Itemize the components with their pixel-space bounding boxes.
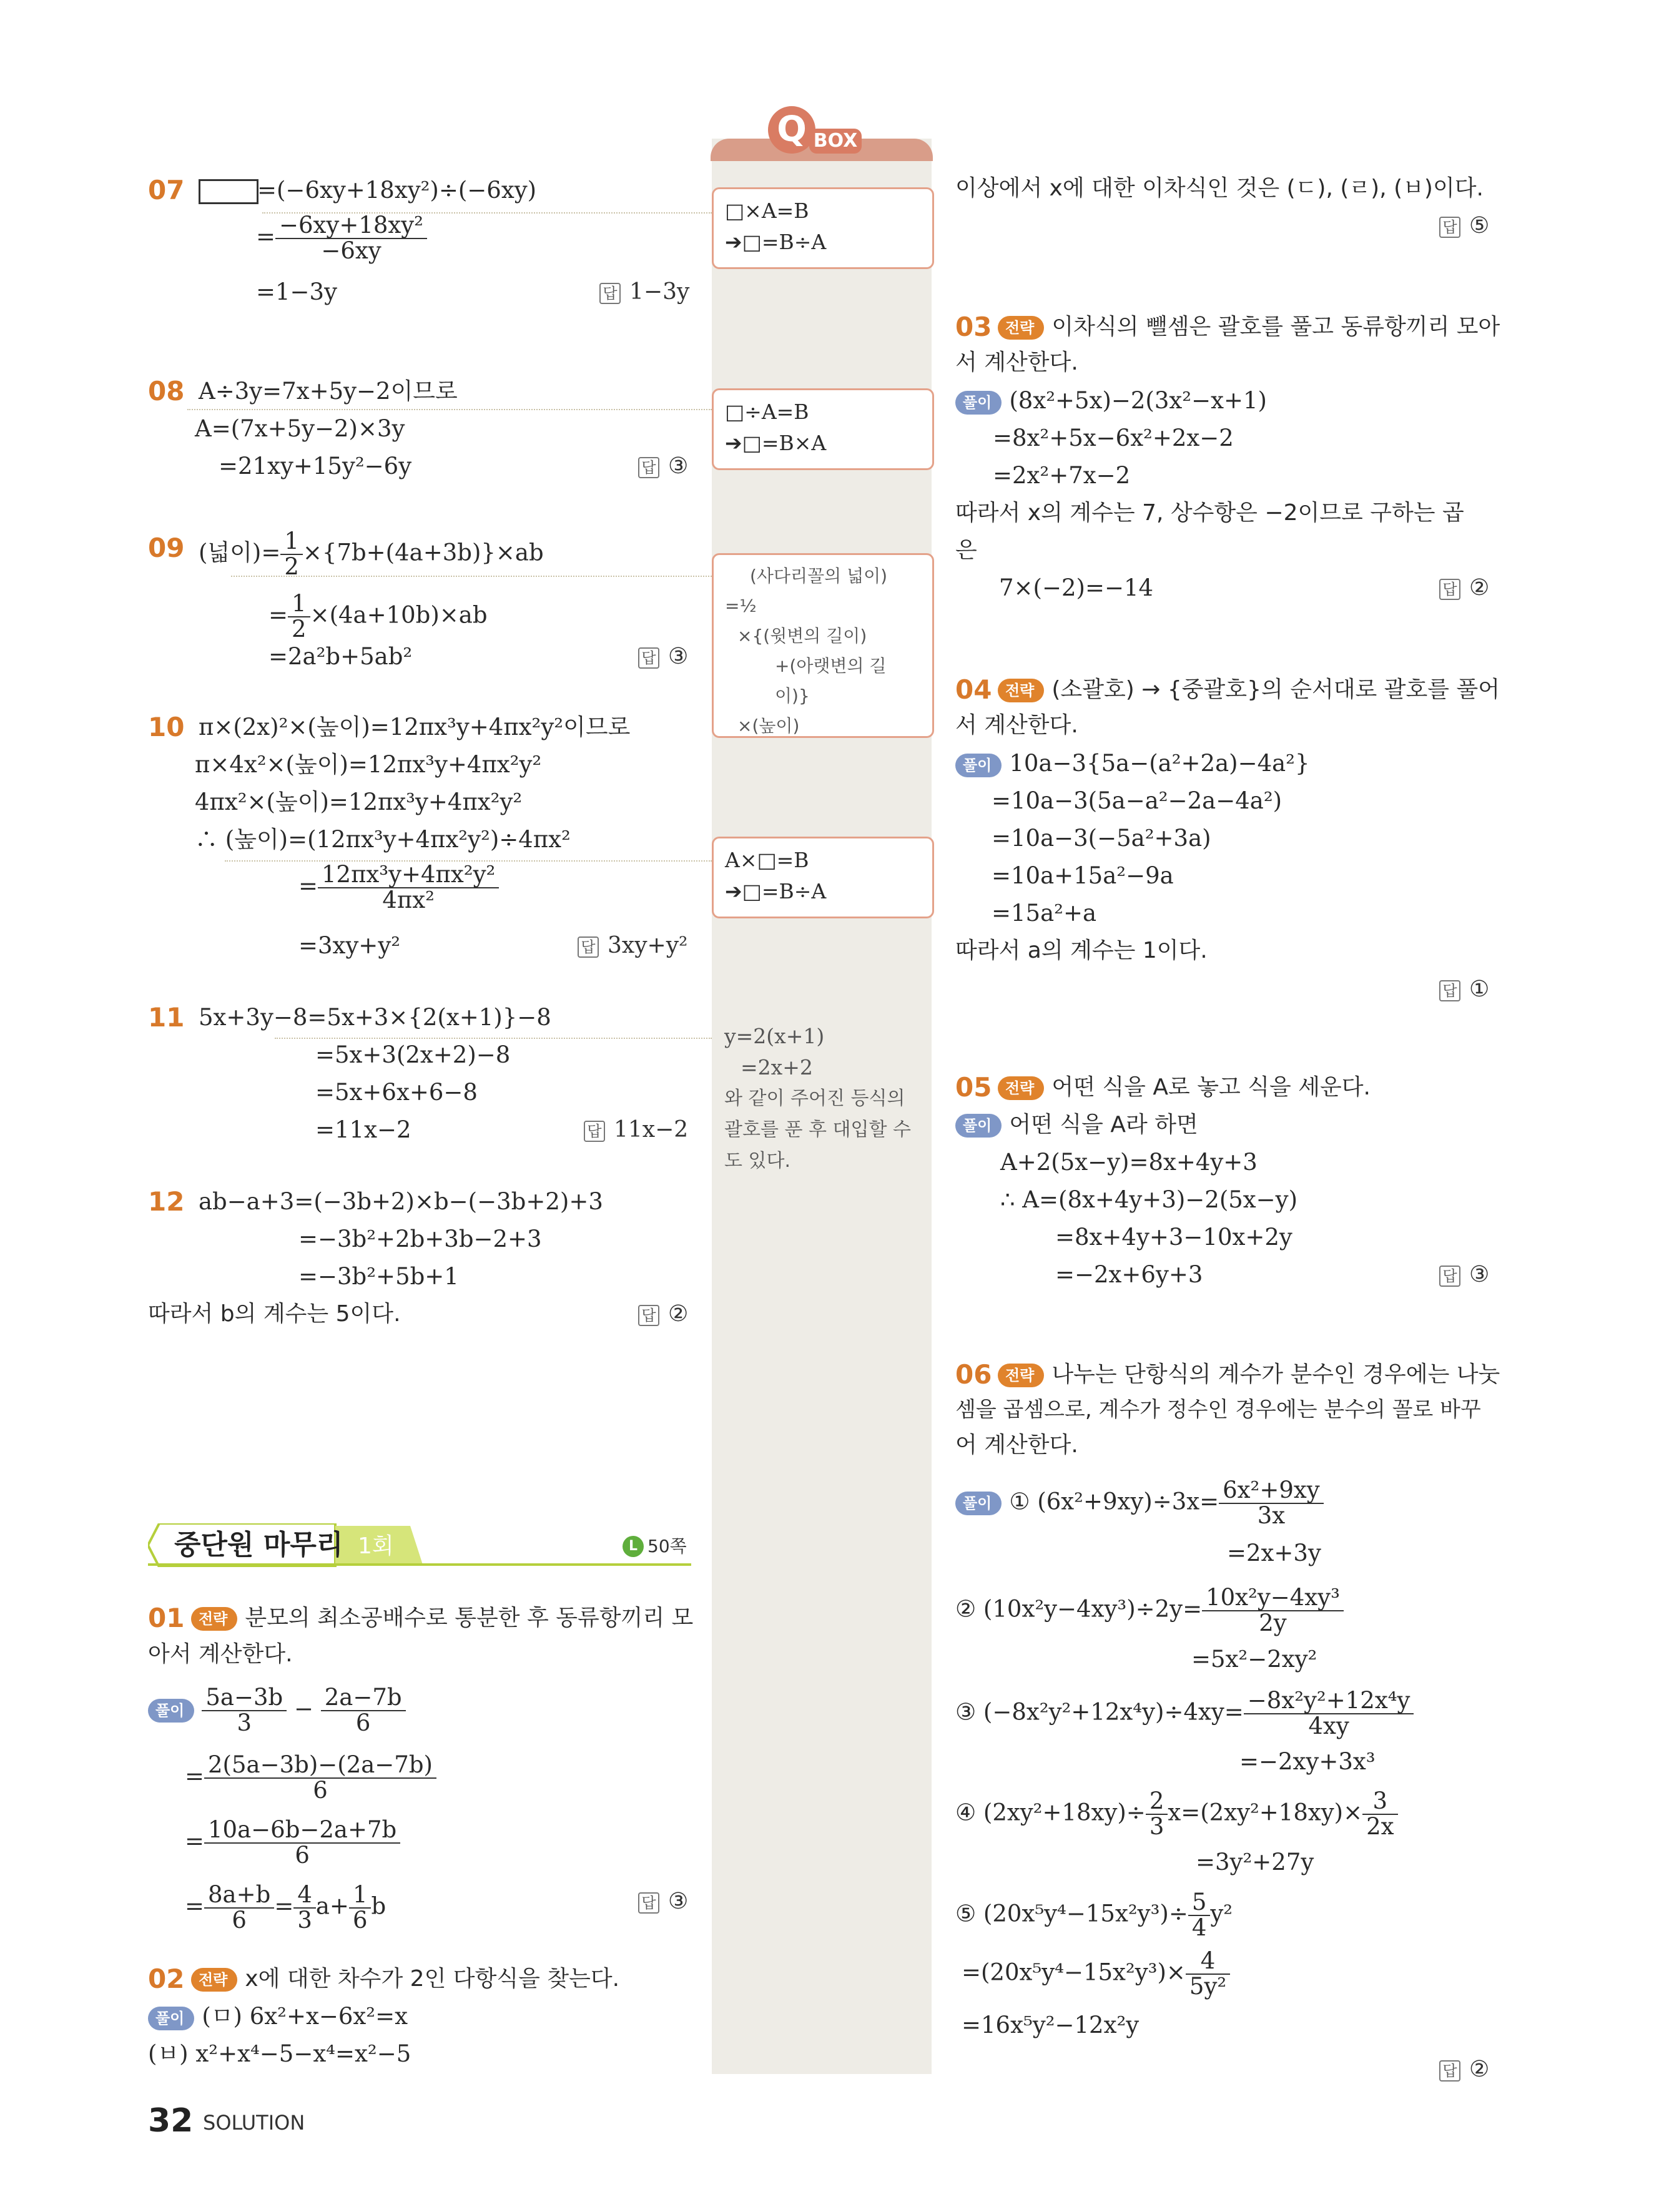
p10-line-3: 4πx²×(높이)=12πx³y+4πx²y²: [195, 789, 523, 815]
qbox-note-5-line-2: =2x+2: [741, 1055, 813, 1079]
qbox-note-5-line-5: 도 있다.: [724, 1150, 791, 1172]
p08-answer-value: ③: [668, 453, 689, 479]
qbox-tip-1-line-2: ➔□=B÷A: [725, 230, 827, 254]
r05-line-3: ∴ A=(8x+4y+3)−2(5x−y): [1000, 1186, 1298, 1213]
qbox-tip-3-line-2: =½: [725, 596, 757, 616]
qbox-tip-2: [712, 388, 934, 470]
strategy-tag: 전략: [191, 1968, 237, 1992]
s01-f3-bottom: 6: [313, 1776, 328, 1804]
r06-c5-g-top: 4: [1186, 1949, 1230, 1975]
p09-line-1: [199, 529, 544, 579]
r06-strategy: [998, 1356, 1500, 1394]
s01-f4-top: 10a−6b−2a+7b: [204, 1818, 400, 1844]
p09-answer-value: ③: [668, 644, 689, 669]
p07-line-3: =1−3y: [256, 278, 337, 305]
answer-icon: 답: [1439, 980, 1460, 1001]
r02-answer-value: ⑤: [1469, 213, 1490, 238]
qbox-tip-2-line-2: ➔□=B×A: [725, 431, 827, 455]
s01-answer: [638, 1883, 688, 1920]
r06-case-5-line-2: [962, 1949, 1230, 1999]
p10-line-4: ∴ (높이)=(12πx³y+4πx²y²)÷4πx²: [195, 826, 571, 853]
s02-line-1-text: (ㅁ) 6x²+x−6x²=x: [202, 2003, 408, 2030]
r03-strategy-text: 이차식의 뺄셈은 괄호를 풀고 동류항끼리 모아: [1051, 314, 1500, 340]
qbox-tip-4-line-1: A×□=B: [725, 848, 809, 872]
r04-line-3: =10a−3(−5a²+3a): [992, 825, 1211, 852]
r04-line-1: [955, 745, 1310, 782]
answer-icon: 답: [599, 283, 621, 304]
section-round: 1회: [358, 1533, 394, 1559]
r05-answer-value: ③: [1469, 1262, 1490, 1287]
r06-c4-g-bottom: 2x: [1366, 1812, 1394, 1840]
r03-answer: [1439, 569, 1489, 607]
s01-f2-bottom: 6: [355, 1709, 371, 1736]
qbox-tip-4: [712, 837, 934, 918]
problem-09-number: 09: [148, 533, 185, 563]
r06-c1-left: ① (6x²+9xy)÷3x=: [1009, 1488, 1219, 1515]
page-number: 32: [148, 2102, 194, 2140]
strategy-tag: 전략: [998, 1364, 1044, 1387]
s01-line-4: = $\frac{8a+b}{6}$ = $\frac{4}{3}$ a+ $\frac{1}{6}$ b: [185, 1881, 386, 1934]
qbox-tip-3-line-5: ×(높이): [737, 715, 800, 736]
r04-line-5: =15a²+a: [992, 900, 1097, 927]
r03-strategy: [998, 308, 1500, 346]
r06-case-1: [955, 1478, 1324, 1528]
r05-line-2: A+2(5x−y)=8x+4y+3: [1000, 1149, 1258, 1176]
r04-line-4: =10a+15a²−9a: [992, 862, 1174, 889]
p11-answer: [584, 1111, 688, 1149]
p08-line-1: A÷3y=7x+5y−2이므로: [199, 378, 458, 405]
r06-case-5: [955, 1890, 1233, 1940]
r04-strategy-2: 서 계산한다.: [955, 712, 1078, 738]
qbox-tip-3: [712, 553, 934, 738]
qbox-note-5-line-3: 와 같이 주어진 등식의: [724, 1088, 905, 1109]
r04-line-2: =10a−3(5a−a²−2a−4a²): [992, 787, 1282, 814]
r06-c2-bottom: 2y: [1259, 1609, 1287, 1636]
answer-icon: 답: [638, 1305, 659, 1326]
r05-strategy-text: 어떤 식을 A로 놓고 식을 세운다.: [1051, 1074, 1371, 1100]
p09-area-label: (넓이)=: [199, 539, 281, 566]
p08-line-3: =21xy+15y²−6y: [219, 453, 412, 479]
s01-strategy-text: 분모의 최소공배수로 통분한 후 동류항끼리 모: [245, 1605, 694, 1631]
strategy-tag: 전략: [998, 1076, 1044, 1100]
r03-line-6: 7×(−2)=−14: [999, 574, 1154, 601]
s01-f7-bottom: 6: [352, 1906, 368, 1934]
p12-line-4: 따라서 b의 계수는 5이다.: [148, 1301, 401, 1327]
s01-line-3: = $\frac{10a-6b-2a+7b}{6}$: [185, 1818, 400, 1868]
solution-tag: 풀이: [955, 1492, 1002, 1515]
p08-answer: [638, 448, 688, 485]
problem-10-number: 10: [148, 712, 185, 742]
r06-c4-f-top: 2: [1146, 1789, 1168, 1815]
p09-line-3: =2a²b+5ab²: [268, 643, 413, 670]
page-ref: 50쪽: [647, 1536, 687, 1556]
answer-icon: 답: [584, 1121, 605, 1142]
r04-line-6: 따라서 a의 계수는 1이다.: [955, 938, 1208, 963]
qbox-q-letter: Q: [768, 106, 815, 154]
p10-frac-bottom: 4πx²: [382, 886, 435, 913]
answer-icon: 답: [638, 457, 659, 478]
r03-line-5: 은: [955, 538, 977, 563]
qbox-tip-1-line-1: □×A=B: [725, 199, 809, 223]
right-problem-04-number: 04: [955, 674, 992, 705]
p07-frac-bottom: −6xy: [321, 237, 382, 264]
p11-line-1: 5x+3y−8=5x+3×{2(x+1)}−8: [199, 1004, 551, 1031]
r05-strategy: [998, 1069, 1371, 1106]
answer-icon: 답: [578, 936, 599, 958]
p10-line-2: π×4x²×(높이)=12πx³y+4πx²y²: [195, 751, 542, 778]
right-problem-06-number: 06: [955, 1359, 992, 1390]
p10-line-5: = $\frac{\text{12πx³y+4πx²y²}}{\text{4πx²}}$: [298, 863, 499, 913]
r03-line-3: =2x²+7x−2: [993, 462, 1131, 489]
r06-c3-left: ③ (−8x²y²+12x⁴y)÷4xy=: [955, 1698, 1244, 1726]
r06-c2-left: ② (10x²y−4xy³)÷2y=: [955, 1595, 1203, 1623]
r06-c5-f-bottom: 4: [1191, 1914, 1207, 1941]
p10-answer: [578, 927, 687, 965]
footer-label: SOLUTION: [203, 2111, 305, 2135]
p09-half-2: $\frac{1}{2}$: [288, 592, 310, 642]
qbox-box-label: BOX: [809, 129, 862, 154]
blank-box: [199, 179, 258, 204]
r06-case-4: [955, 1789, 1398, 1839]
r05-line-4: =8x+4y+3−10x+2y: [1055, 1224, 1292, 1251]
answer-icon: 답: [638, 647, 659, 669]
r06-case-1-result: =2x+3y: [1227, 1540, 1321, 1566]
s01-f7-top: 1: [349, 1883, 372, 1909]
r06-case-3-result: =−2xy+3x³: [1239, 1748, 1376, 1775]
solution-tag: 풀이: [148, 2007, 194, 2030]
p09-half-1: $\frac{1}{2}$: [280, 529, 303, 579]
problem-08-number: 08: [148, 376, 185, 406]
s01-line-1: 풀이 $\frac{5a-3b}{3}$ − $\frac{2a-7b}{6}$: [148, 1686, 406, 1736]
p10-frac-top: 12πx³y+4πx²y²: [318, 863, 499, 888]
section-header: [148, 1523, 691, 1567]
qbox-tip-3-line-3: ×{(윗변의 길이): [737, 626, 867, 646]
s01-f1-bottom: 3: [237, 1709, 252, 1736]
s02-line-1: [148, 1998, 408, 2035]
s01-line-2: = $\frac{2(5a-3b)-(2a-7b)}{6}$: [185, 1753, 436, 1803]
p11-line-3: =5x+6x+6−8: [315, 1079, 478, 1106]
r03-line-2: =8x²+5x−6x²+2x−2: [993, 425, 1234, 451]
p07-line-1: =(−6xy+18xy²)÷(−6xy): [257, 177, 537, 204]
r06-c5-mul: =(20x⁵y⁴−15x²y³)×: [962, 1959, 1186, 1986]
r02-line-1: 이상에서 x에 대한 이차식인 것은 (ㄷ), (ㄹ), (ㅂ)이다.: [955, 175, 1484, 201]
r06-c1-bottom: 3x: [1257, 1502, 1286, 1529]
p07-line-2: = $\frac{\text{−6xy+18xy²}}{-6xy}$: [256, 214, 427, 263]
p12-line-3: =−3b²+5b+1: [298, 1263, 459, 1290]
solution-tag: 풀이: [955, 754, 1002, 777]
s01-answer-value: ③: [668, 1889, 689, 1914]
r06-c4-g-top: 3: [1362, 1789, 1397, 1815]
r03-line-4: 따라서 x의 계수는 7, 상수항은 −2이므로 구하는 곱: [955, 500, 1464, 526]
r06-c3-top: −8x²y²+12x⁴y: [1244, 1689, 1414, 1714]
r02-answer: [1439, 207, 1489, 245]
answer-icon: 답: [1439, 2060, 1460, 2082]
r03-line-1-text: (8x²+5x)−2(3x²−x+1): [1009, 387, 1267, 414]
solution-tag: 풀이: [955, 1114, 1002, 1138]
s02-strategy: [191, 1960, 619, 1998]
answer-icon: 답: [1439, 217, 1460, 238]
s01-strategy: [191, 1600, 693, 1637]
p10-answer-value: 3xy+y²: [608, 933, 688, 958]
qbox-tip-3-line-4: +(아랫변의 길이)}: [775, 656, 887, 706]
r04-strategy-text: (소괄호) → {중괄호}의 순서대로 괄호를 풀어: [1051, 677, 1500, 702]
section-problem-02-number: 02: [148, 1964, 185, 1994]
answer-icon: 답: [1439, 579, 1460, 600]
r03-strategy-2: 서 계산한다.: [955, 350, 1078, 375]
s01-f5-top: 8a+b: [204, 1883, 274, 1909]
problem-11-number: 11: [148, 1002, 185, 1033]
strategy-tag: 전략: [998, 316, 1044, 340]
p12-line-1: ab−a+3=(−3b+2)×b−(−3b+2)+3: [199, 1188, 603, 1215]
answer-icon: 답: [638, 1892, 659, 1914]
p10-line-6: =3xy+y²: [298, 932, 401, 959]
p10-fraction: [318, 863, 499, 913]
right-problem-03-number: 03: [955, 312, 992, 342]
p10-line-1: π×(2x)²×(높이)=12πx³y+4πx²y²이므로: [199, 714, 631, 740]
r06-c5-left: ⑤ (20x⁵y⁴−15x²y³)÷: [955, 1900, 1188, 1927]
answer-icon: 답: [1439, 1266, 1460, 1287]
s02-line-2: (ㅂ) x²+x⁴−5−x⁴=x²−5: [148, 2040, 411, 2067]
p12-line-2: =−3b²+2b+3b−2+3: [298, 1226, 542, 1252]
s01-f6-bottom: 3: [297, 1906, 312, 1934]
s01-f2-top: 2a−7b: [321, 1686, 406, 1711]
qbox-logo: [768, 106, 874, 156]
r06-answer: [1439, 2051, 1489, 2088]
qbox-note-5-line-1: y=2(x+1): [724, 1024, 825, 1048]
r04-strategy: [998, 671, 1500, 709]
p11-line-2: =5x+3(2x+2)−8: [315, 1041, 511, 1068]
r06-c4-left: ④ (2xy²+18xy)÷: [955, 1799, 1146, 1826]
s01-f3-top: 2(5a−3b)−(2a−7b): [204, 1753, 436, 1779]
s01-strategy-2: 아서 계산한다.: [148, 1641, 293, 1667]
p07-answer: [599, 273, 689, 311]
r06-case-2-result: =5x²−2xy²: [1191, 1646, 1317, 1673]
s01-f5-bottom: 6: [232, 1906, 247, 1934]
r04-answer: [1439, 971, 1489, 1008]
p07-frac-top: −6xy+18xy²: [275, 214, 427, 239]
r06-c1-top: 6x²+9xy: [1219, 1478, 1324, 1504]
s01-f4-bottom: 6: [295, 1841, 310, 1869]
p11-line-4: =11x−2: [315, 1116, 411, 1143]
r05-line-1-text: 어떤 식을 A라 하면: [1009, 1112, 1198, 1138]
p09-line-2-rest: ×(4a+10b)×ab: [310, 601, 488, 629]
r06-c5-tail: y²: [1210, 1900, 1233, 1927]
s02-strategy-text: x에 대한 차수가 2인 다항식을 찾는다.: [245, 1966, 620, 1992]
s01-f6-top: 4: [293, 1883, 316, 1909]
p09-line-2: = $\frac{1}{2}$ ×(4a+10b)×ab: [268, 590, 488, 642]
r06-strategy-3: 어 계산한다.: [955, 1432, 1078, 1458]
r04-line-1-text: 10a−3{5a−(a²+2a)−4a²}: [1009, 750, 1310, 777]
r05-line-1: [955, 1106, 1198, 1144]
r06-strategy-2: 셈을 곱셈으로, 계수가 정수인 경우에는 분수의 꼴로 바꾸: [955, 1397, 1481, 1422]
page-ref-icon: L: [623, 1536, 644, 1557]
qbox-note-5: [724, 1021, 924, 1177]
r06-c4-f-bottom: 3: [1149, 1812, 1164, 1840]
r06-case-4-result: =3y²+27y: [1196, 1849, 1314, 1875]
s01-f1-top: 5a−3b: [202, 1686, 287, 1711]
right-problem-05-number: 05: [955, 1072, 992, 1103]
r06-c5-f-top: 5: [1188, 1890, 1211, 1916]
r03-answer-value: ②: [1469, 575, 1490, 601]
r06-case-3: [955, 1689, 1414, 1739]
r06-c4-mid: x=(2xy²+18xy)×: [1168, 1799, 1363, 1826]
qbox-note-5-line-4: 괄호를 푼 후 대입할 수: [724, 1119, 911, 1141]
section-title: 중단원 마무리: [174, 1529, 343, 1561]
p12-answer: [638, 1295, 688, 1333]
p09-line-1-rest: ×{7b+(4a+3b)}×ab: [302, 539, 544, 566]
strategy-tag: 전략: [191, 1607, 237, 1631]
p11-answer-value: 11x−2: [614, 1117, 689, 1143]
qbox-tip-1: [712, 187, 934, 269]
r04-answer-value: ①: [1469, 976, 1490, 1002]
r06-c2-top: 10x²y−4xy³: [1202, 1586, 1344, 1611]
problem-07-number: 07: [148, 175, 185, 205]
strategy-tag: 전략: [998, 679, 1044, 702]
solution-tag: 풀이: [955, 391, 1002, 415]
r06-case-2: [955, 1586, 1344, 1636]
qbox-tip-2-line-1: □÷A=B: [725, 400, 809, 424]
solution-tag: 풀이: [148, 1699, 194, 1723]
p08-line-2: A=(7x+5y−2)×3y: [195, 415, 405, 442]
section-problem-01-number: 01: [148, 1603, 185, 1633]
r05-answer: [1439, 1256, 1489, 1294]
r03-line-1: [955, 382, 1267, 420]
p07-fraction: [275, 214, 427, 263]
qbox-tip-3-line-1: (사다리꼴의 넓이): [750, 566, 888, 586]
qbox-tip-4-line-2: ➔□=B÷A: [725, 879, 827, 903]
p07-answer-value: 1−3y: [629, 279, 690, 305]
problem-12-number: 12: [148, 1186, 185, 1217]
p12-answer-value: ②: [668, 1301, 689, 1327]
r06-answer-value: ②: [1469, 2057, 1490, 2082]
r05-line-5: =−2x+6y+3: [1055, 1261, 1203, 1288]
r06-c3-bottom: 4xy: [1308, 1712, 1349, 1739]
p09-answer: [638, 638, 688, 676]
r06-case-5-result: =16x⁵y²−12x²y: [962, 2012, 1140, 2038]
r06-c5-g-bottom: 5y²: [1189, 1972, 1227, 2000]
r06-strategy-text: 나누는 단항식의 계수가 분수인 경우에는 나눗: [1051, 1362, 1500, 1387]
